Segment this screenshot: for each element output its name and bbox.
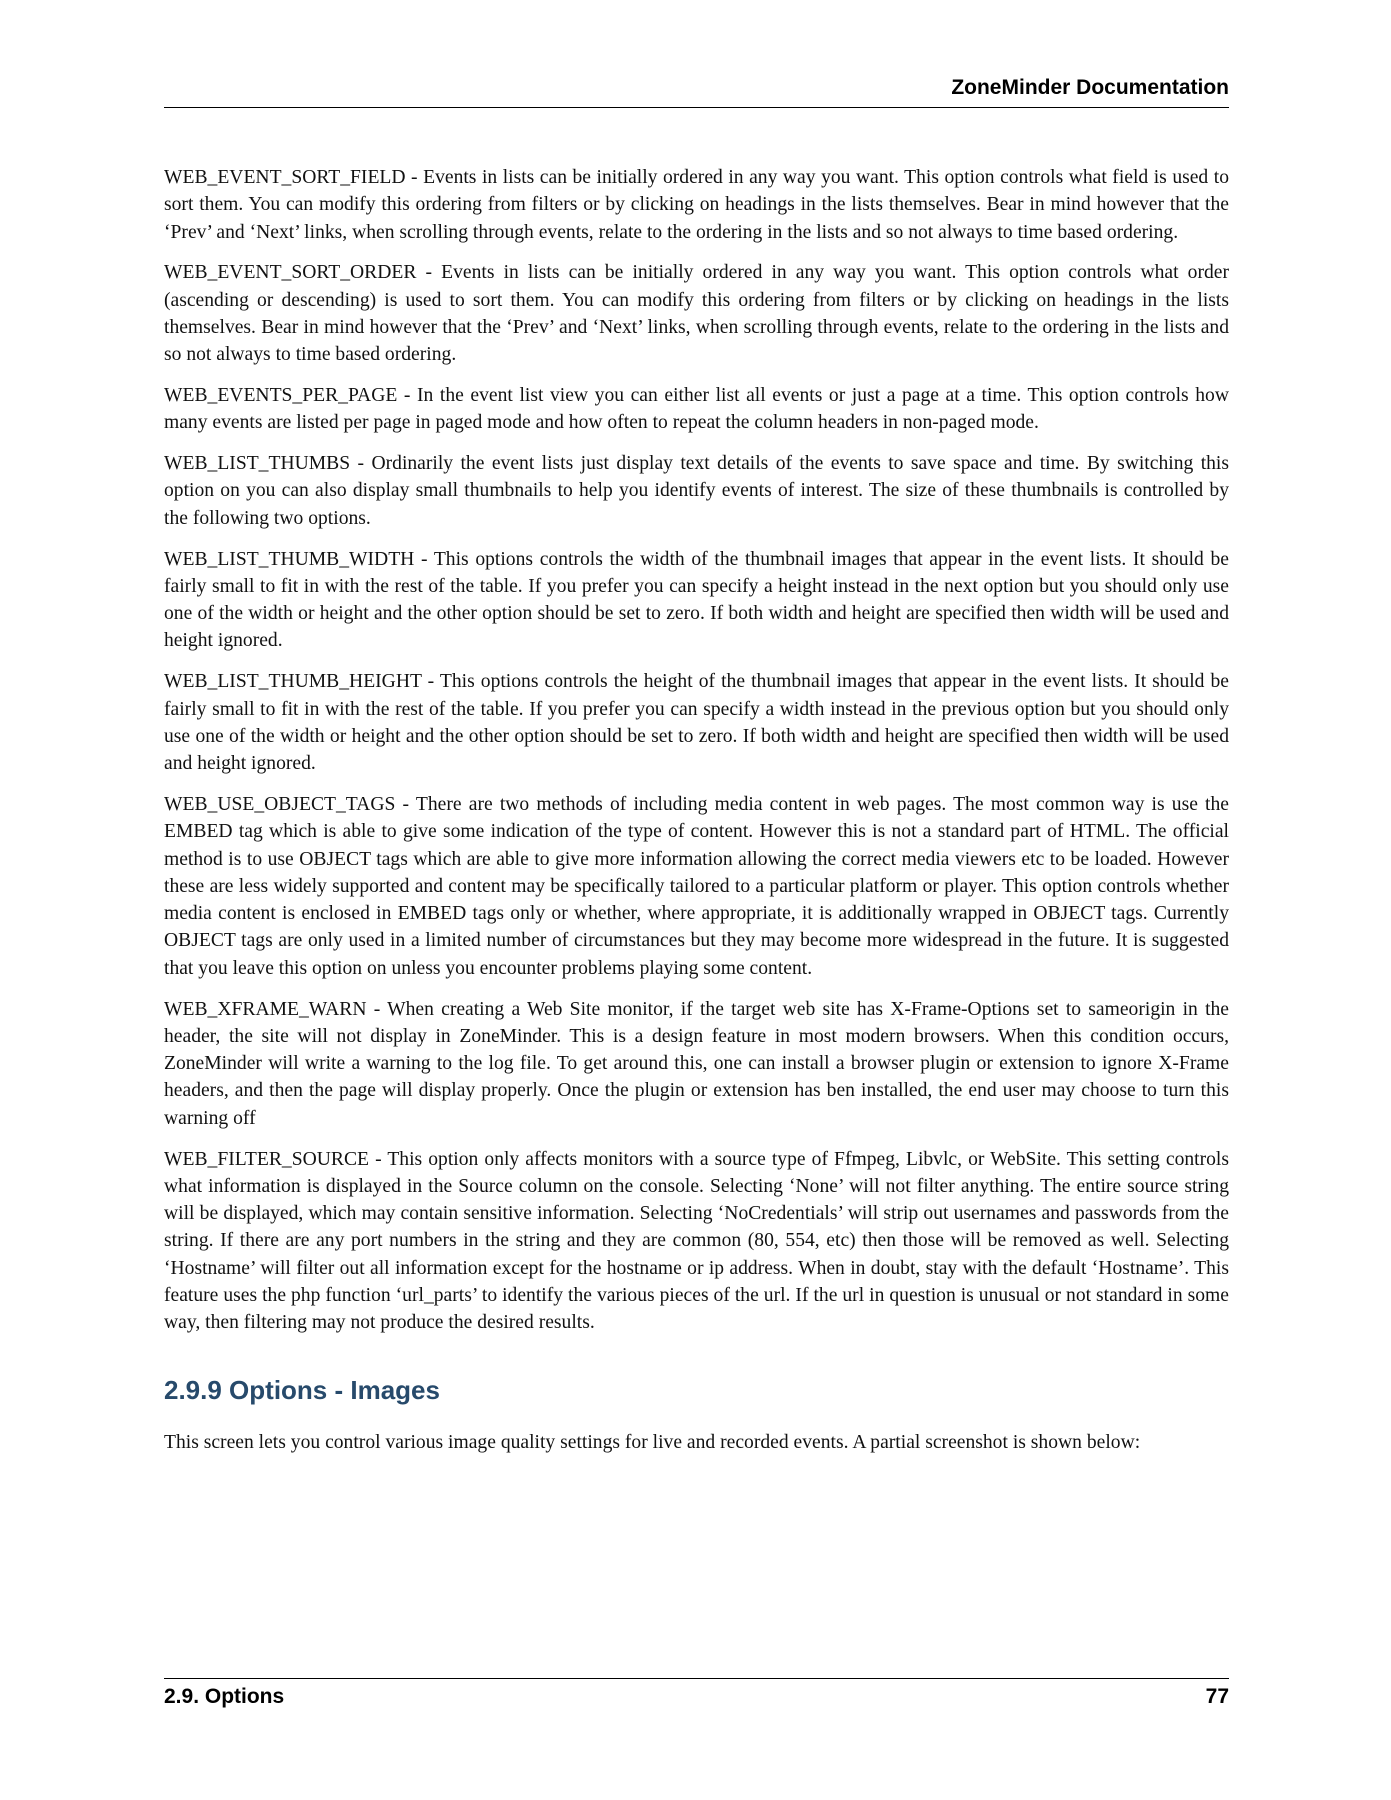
paragraph-web-events-per-page: WEB_EVENTS_PER_PAGE - In the event list view you can either list all events or just a page at a time. This option controls how many events are listed per page in paged mode and how often to repeat the column headers in non-paged mode. xyxy=(164,385,1229,434)
paragraph-web-use-object-tags: WEB_USE_OBJECT_TAGS - There are two methods of including media content in web pages. The most common way is use the EMBED tag which is able to give some indication of the type of content. However this is not a standard part of HTML. The official method is to use OBJECT tags which are able to give more information allowing the correct media viewers etc to be loaded. However these are less widely supported and content may be specifically tailored to a particular platform or player. This option controls whether media content is enclosed in EMBED tags only or whether, where appropriate, it is additionally wrapped in OBJECT tags. Currently OBJECT tags are only used in a limited number of circumstances but they may become more widespread in the future. It is suggested that you leave this option on unless you encounter problems playing some content. xyxy=(164,793,1229,979)
paragraph-web-list-thumb-height: WEB_LIST_THUMB_HEIGHT - This options controls the height of the thumbnail images that appear in the event lists. It should be fairly small to fit in with the rest of the table. If you prefer you can specify a width instead in the previous option but you should only use one of the width or height and the other option should be set to zero. If both width and height are specified then width will be used and height ignored. xyxy=(164,671,1229,775)
paragraph-web-filter-source: WEB_FILTER_SOURCE - This option only affects monitors with a source type of Ffmpeg, Libvlc, or WebSite. This setting controls what information is displayed in the Source column on the console. Selecting ‘None’ will not filter anything. The entire source string will be displayed, which may contain sensitive information. Selecting ‘NoCredentials’ will strip out usernames and passwords from the string. If there are any port numbers in the string and they are common (80, 554, etc) then those will be removed as well. Selecting ‘Hostname’ will filter out all information except for the hostname or ip address. When in doubt, stay with the default ‘Hostname’. This feature uses the php function ‘url_parts’ to identify the various pieces of the url. If the url in question is unusual or not standard in some way, then filtering may not produce the desired results. xyxy=(164,1148,1229,1334)
paragraph-web-event-sort-field: WEB_EVENT_SORT_FIELD - Events in lists can be initially ordered in any way you want. This option controls what field is used to sort them. You can modify this ordering from filters or by clicking on headings in the lists themselves. Bear in mind however that the ‘Prev’ and ‘Next’ links, when scrolling through events, relate to the ordering in the lists and so not always to time based ordering. xyxy=(164,167,1229,243)
paragraph-web-event-sort-order: WEB_EVENT_SORT_ORDER - Events in lists can be initially ordered in any way you want. This option controls what order (ascending or descending) is used to sort them. You can modify this ordering from filters or by clicking on headings in the lists themselves. Bear in mind however that the ‘Prev’ and ‘Next’ links, when scrolling through events, relate to the ordering in the lists and so not always to time based ordering. xyxy=(164,262,1229,366)
paragraph-web-xframe-warn: WEB_XFRAME_WARN - When creating a Web Site monitor, if the target web site has X-Frame-Options set to sameorigin in the header, the site will not display in ZoneMinder. This is a design feature in most modern browsers. When this condition occurs, ZoneMinder will write a warning to the log file. To get around this, one can install a browser plugin or extension to ignore X-Frame headers, and then the page will display properly. Once the plugin or extension has ben installed, the end user may choose to turn this warning off xyxy=(164,998,1229,1129)
footer-rule xyxy=(164,1678,1229,1679)
paragraph-web-list-thumb-width: WEB_LIST_THUMB_WIDTH - This options controls the width of the thumbnail images that appear in the event lists. It should be fairly small to fit in with the rest of the table. If you prefer you can specify a height instead in the next option but you should only use one of the width or height and the other option should be set to zero. If both width and height are specified then width will be used and height ignored. xyxy=(164,548,1229,652)
section-intro: This screen lets you control various image quality settings for live and recorded events. A partial screenshot is shown below: xyxy=(164,1431,1141,1453)
page-number: 77 xyxy=(1205,1685,1229,1708)
paragraph-web-list-thumbs: WEB_LIST_THUMBS - Ordinarily the event lists just display text details of the events to save space and time. By switching this option on you can also display small thumbnails to help you identify events of interest. The size of these thumbnails is controlled by the following two options. xyxy=(164,453,1229,529)
page-footer xyxy=(164,1685,1229,1709)
footer-section: 2.9. Options xyxy=(164,1685,285,1708)
section-heading: 2.9.9 Options - Images xyxy=(164,1374,440,1405)
running-header: ZoneMinder Documentation xyxy=(951,76,1229,99)
page-body xyxy=(164,164,1229,1469)
header-rule xyxy=(164,107,1229,108)
